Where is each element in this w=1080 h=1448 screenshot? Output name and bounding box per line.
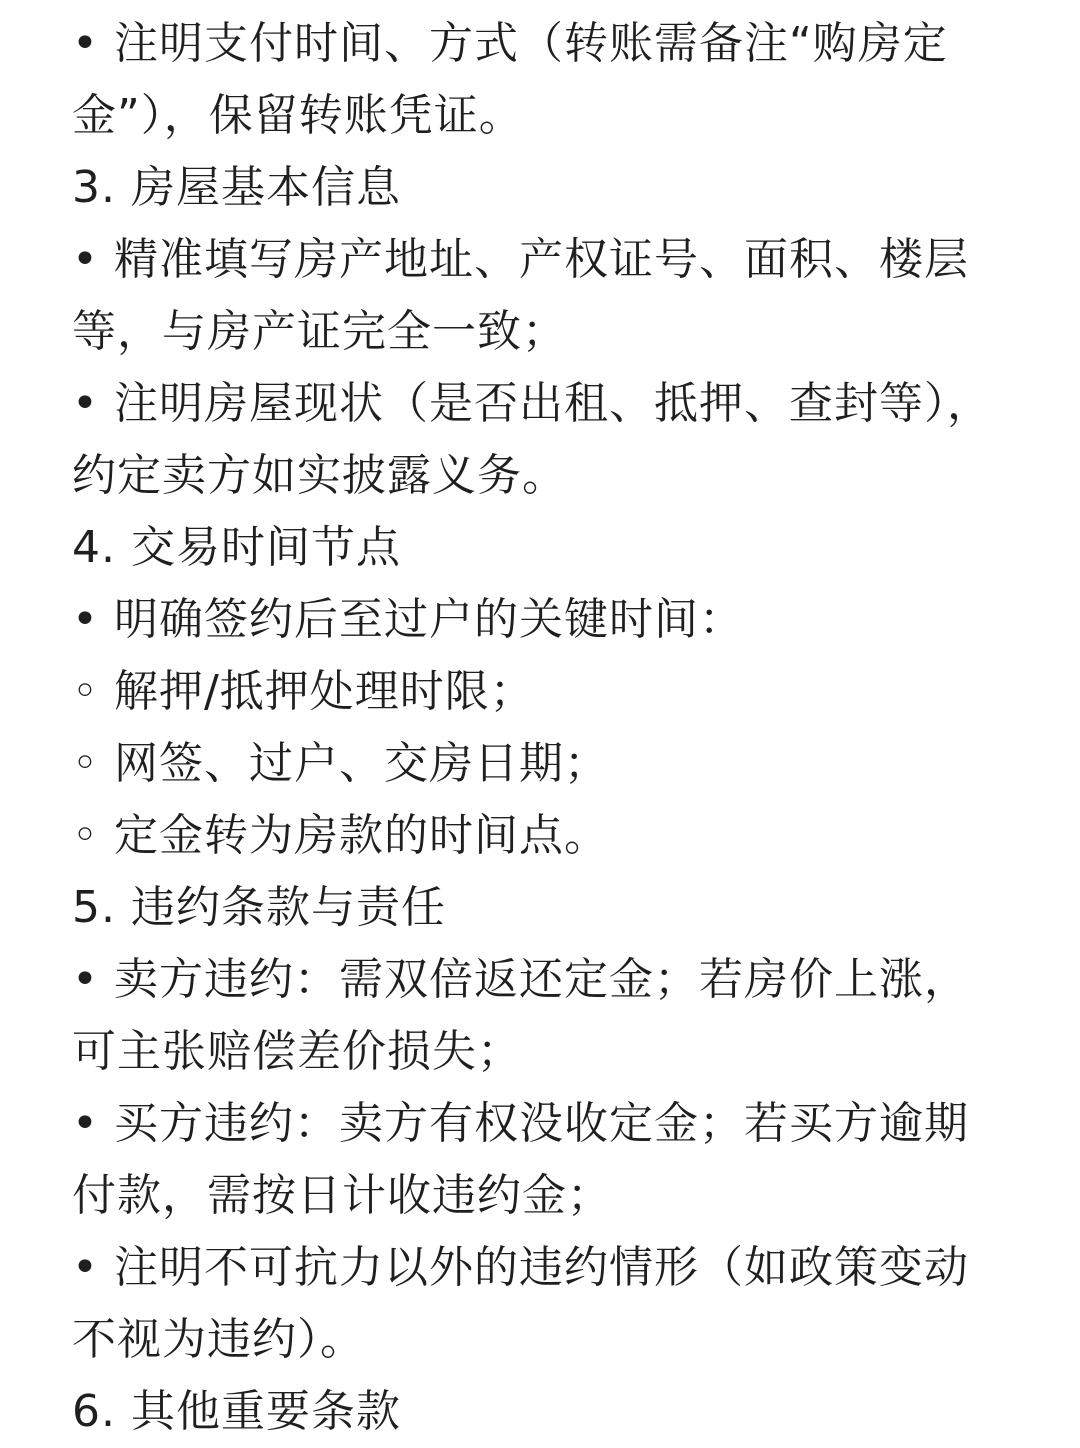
bullet-line: • 注明支付时间、方式（转账需备注“购房定 (72, 18, 948, 69)
document-body (72, 8, 1032, 1448)
bullet-line-continuation: 约定卖方如实披露义务。 (72, 450, 567, 501)
section-heading: 3. 房屋基本信息 (72, 162, 401, 213)
bullet-line: • 买方违约：卖方有权没收定金；若买方逾期 (72, 1098, 969, 1149)
sub-bullet-line: ◦ 定金转为房款的时间点。 (72, 810, 609, 861)
sub-bullet-line: ◦ 网签、过户、交房日期； (72, 738, 609, 789)
sub-bullet-line: ◦ 解押/抵押处理时限； (72, 666, 535, 717)
bullet-line-continuation: 可主张赔偿差价损失； (72, 1026, 522, 1077)
bullet-line: • 精准填写房产地址、产权证号、面积、楼层 (72, 234, 969, 285)
section-heading: 6. 其他重要条款 (72, 1386, 401, 1437)
bullet-line: • 注明不可抗力以外的违约情形（如政策变动 (72, 1242, 969, 1293)
bullet-line: • 注明房屋现状（是否出租、抵押、查封等）， (72, 378, 992, 429)
bullet-line: • 卖方违约：需双倍返还定金；若房价上涨， (72, 954, 969, 1005)
bullet-line-continuation: 不视为违约）。 (72, 1314, 365, 1365)
bullet-line-continuation: 等，与房产证完全一致； (72, 306, 567, 357)
bullet-line: • 明确签约后至过户的关键时间： (72, 594, 744, 645)
section-heading: 5. 违约条款与责任 (72, 882, 446, 933)
bullet-line-continuation: 付款，需按日计收违约金； (72, 1170, 612, 1221)
section-heading: 4. 交易时间节点 (72, 522, 401, 573)
bullet-line-continuation: 金”），保留转账凭证。 (72, 90, 524, 141)
